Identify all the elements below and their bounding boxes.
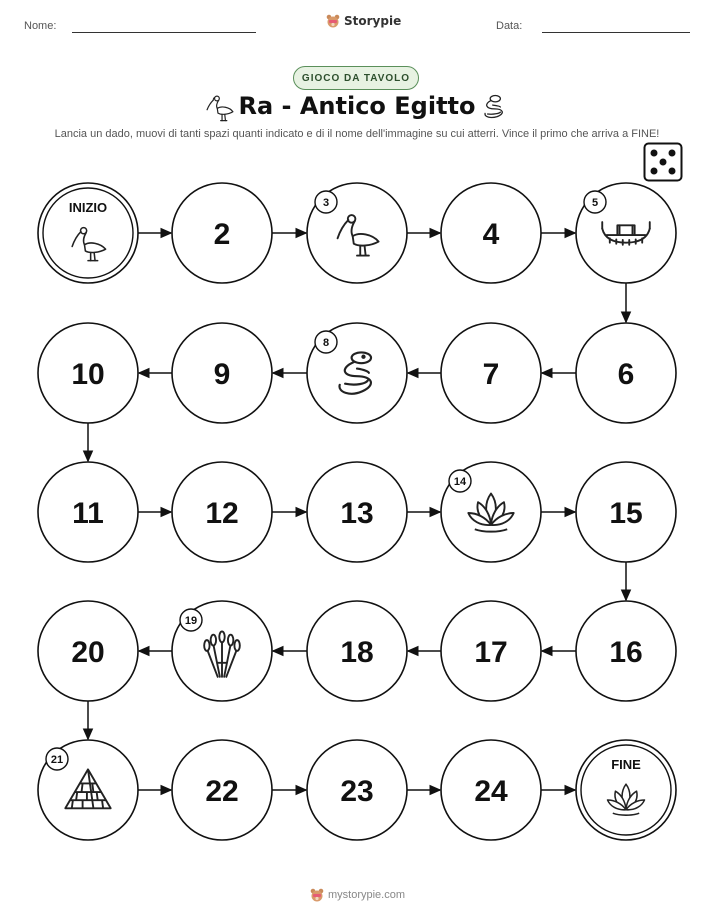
space-number: 10: [71, 358, 105, 391]
space-number: 11: [72, 497, 104, 530]
board-space-16: [576, 601, 676, 701]
footer-url: mystorypie.com: [328, 889, 406, 901]
space-number: 9: [213, 358, 231, 391]
board-space-17: [441, 601, 541, 701]
board-space-7: [441, 323, 541, 423]
space-number: 21: [50, 754, 64, 766]
brand-name: Storypie: [344, 14, 402, 28]
board-space-6: [576, 323, 676, 423]
space-number: 4: [482, 218, 500, 251]
board-space-22: [172, 740, 272, 840]
space-number: 18: [340, 636, 374, 669]
space-number: 14: [453, 476, 467, 488]
space-number: 22: [205, 775, 239, 808]
space-number: 5: [591, 197, 599, 209]
board-space-1: [38, 183, 138, 283]
page-title: Ra - Antico Egitto: [238, 92, 476, 120]
space-circle: [38, 183, 138, 283]
board-space-15: [576, 462, 676, 562]
board-space-19: [172, 601, 272, 701]
name-label: Nome:: [24, 20, 57, 32]
board-space-25: [576, 740, 676, 840]
space-number: 16: [609, 636, 643, 669]
board-space-11: [38, 462, 138, 562]
space-number: 7: [482, 358, 500, 391]
board-space-21: [38, 740, 138, 840]
space-number: 3: [322, 197, 330, 209]
board-space-14: [441, 462, 541, 562]
instructions: Lancia un dado, muovi di tanti spazi quanti indicato e di il nome dell'immagine su cui atterri. Vince il primo che arriva a FINE!: [54, 128, 660, 140]
board-space-8: [307, 323, 407, 423]
space-number: 6: [617, 358, 635, 391]
space-number: 12: [205, 497, 239, 530]
board-space-24: [441, 740, 541, 840]
space-number: 13: [340, 497, 374, 530]
space-number: 23: [340, 775, 374, 808]
space-number: 8: [322, 337, 330, 349]
space-number: 19: [184, 615, 198, 627]
space-number: 2: [213, 218, 231, 251]
board-space-10: [38, 323, 138, 423]
space-number: 24: [474, 775, 508, 808]
space-label: FINE: [611, 757, 641, 772]
board-space-9: [172, 323, 272, 423]
board-space-3: [307, 183, 407, 283]
footer: [310, 888, 405, 902]
board-space-4: [441, 183, 541, 283]
board-space-13: [307, 462, 407, 562]
board-space-2: [172, 183, 272, 283]
board-space-18: [307, 601, 407, 701]
space-number: 15: [609, 497, 643, 530]
space-number: 20: [71, 636, 105, 669]
bear-icon: [310, 888, 324, 902]
board-space-5: [576, 183, 676, 283]
board-space-12: [172, 462, 272, 562]
space-label: INIZIO: [68, 200, 108, 215]
date-label: Data:: [496, 20, 523, 32]
space-number: 17: [474, 636, 508, 669]
board-space-20: [38, 601, 138, 701]
category-tag: GIOCO DA TAVOLO: [293, 66, 419, 90]
board-space-23: [307, 740, 407, 840]
